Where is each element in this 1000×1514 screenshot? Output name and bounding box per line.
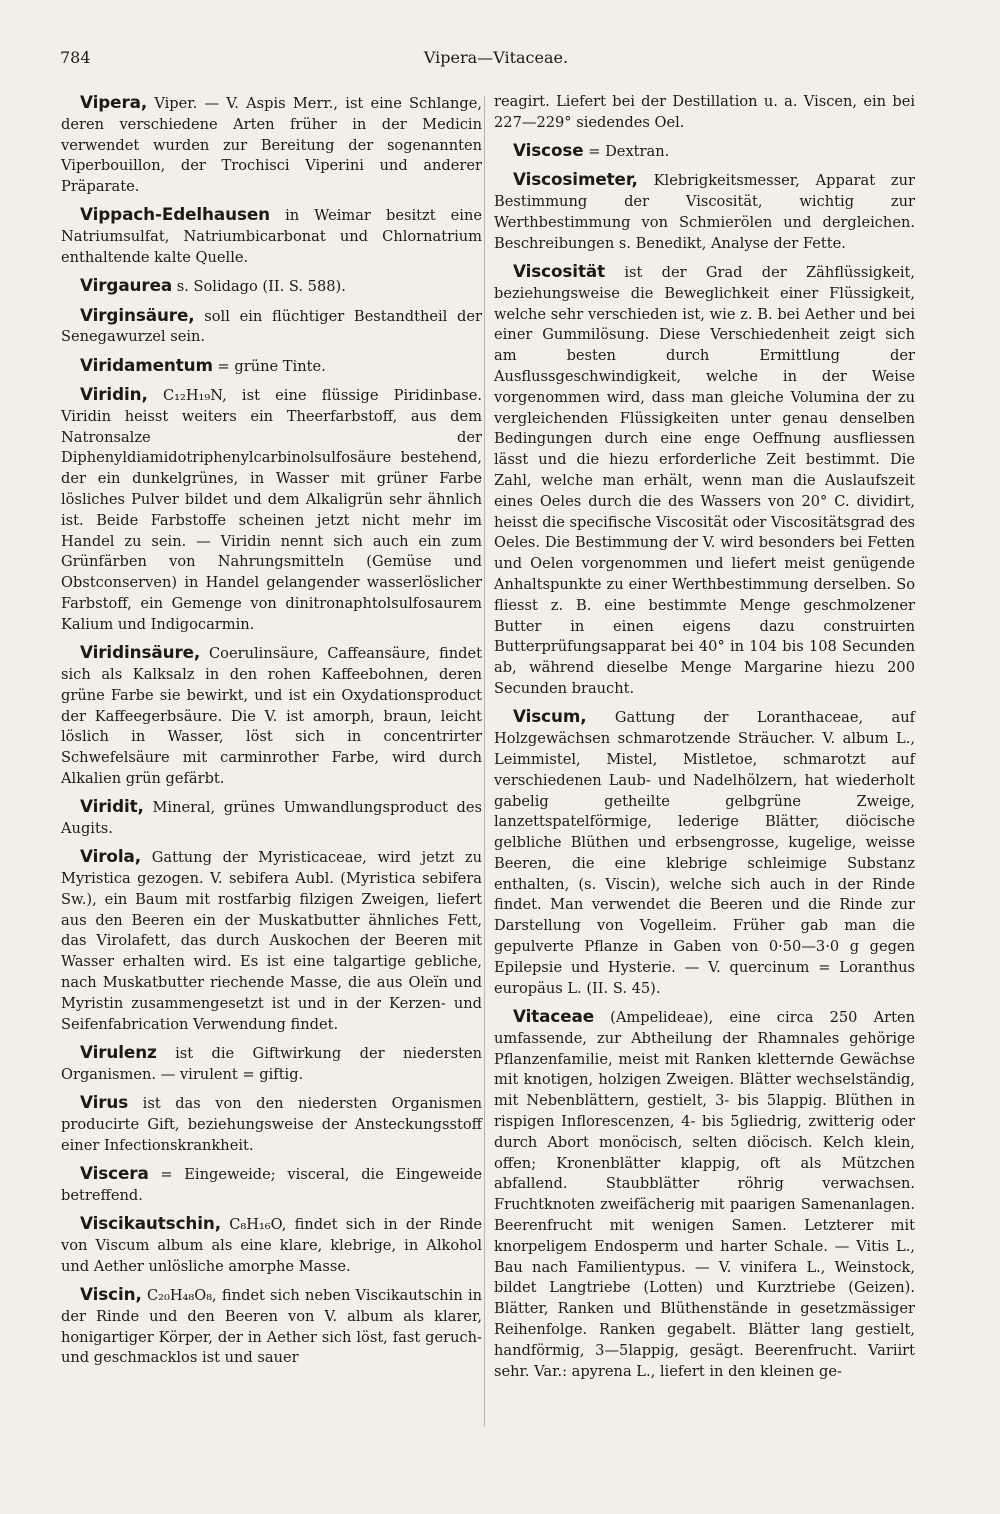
page-number: 784 [60, 48, 91, 67]
entry-virulenz: Virulenz ist die Giftwirkung der niedersten Organismen. — virulent = giftig. [61, 1041, 483, 1083]
column-divider [484, 96, 485, 1426]
right-column [494, 92, 915, 1389]
entry-viridit: Viridit, Mineral, grünes Umwandlungsproduct des Augits. [61, 796, 482, 837]
entry-vipera: Vipera, Viper. — V. Aspis Merr., ist eine Schlange, deren verschiedene Arten früher in der Medicin verwendet wurden zur Bereitung der sogenannten Viperbouillon, der Trochisci Viperini und anderer Präparate. [61, 92, 483, 196]
entry-viscikautschin: Viscikautschin, C₈H₁₆O, findet sich in der Rinde von Viscum album als eine klare, klebrige, in Alkohol und Aether unlösliche amorphe Masse. [61, 1213, 482, 1275]
entry-viscose: Viscose = Dextran. [513, 140, 670, 161]
entry-viscin-continued: reagirt. Liefert bei der Destillation u. a. Viscen, ein bei 227—229° siedendes Oel. [494, 93, 915, 131]
entry-viridamentum: Viridamentum = grüne Tinte. [80, 354, 326, 375]
entry-vippach-edelhausen: Vippach-Edelhausen in Weimar besitzt eine Natriumsulfat, Natriumbicarbonat und Chlornatrium enthaltende kalte Quelle. [61, 204, 482, 267]
entry-viscositaet: Viscosität ist der Grad der Zähflüssigkeit, beziehungsweise die Beweglichkeit einer Flüssigkeit, welche sehr verschieden ist, wie z. B. bei Aether und bei einer Gummilösung. Diese Verschiedenheit zeigt sich am besten durch Ermittlung der Ausflussgeschwindigkeit, welche in der Weise vorgenommen wird, dass man gleiche Volumina der zu vergleichenden Flüssigkeiten unter genau denselben Bedingungen durch eine enge Oeffnung ausfliessen lässt und die hiezu erforderliche Zeit bestimmt. Die Zahl, welche man erhält, wenn man die Auslaufszeit eines Oeles durch die des Wassers von 20° C. dividirt, heisst die specifische Viscosität oder Viscositätsgrad des Oeles. Die Bestimmung der V. wird besonders bei Fetten und Oelen vorgenommen und liefert meist genügende Anhaltspunkte zu einer Werthbestimmung derselben. So fliesst z. B. eine bestimmte Menge geschmolzener Butter in einen eigens dazu construirten Butterprüfungsapparat bei 40° in 104 bis 108 Secunden ab, während dieselbe Menge Margarine hiezu 200 Secunden braucht. [494, 261, 915, 698]
entry-viscosimeter: Viscosimeter, Klebrigkeitsmesser, Apparat zur Bestimmung der Viscosität, wichtig zur Werthbestimmung von Schmierölen und dergleichen. Beschreibungen s. Benedikt, Analyse der Fette. [494, 169, 915, 252]
left-column [61, 92, 482, 1376]
entry-viridinsaeure: Viridinsäure, Coerulinsäure, Caffeansäure, findet sich als Kalksalz in den rohen Kaffeebohnen, deren grüne Farbe sie bewirkt, und ist ein Oxydationsproduct der Kaffeegerbsäure. Die V. ist amorph, braun, leicht löslich in Wasser, löst sich in concentrirter Schwefelsäure mit carminrother Farbe, wird durch Alkalien grün gefärbt. [61, 642, 482, 787]
entry-virus: Virus ist das von den niedersten Organismen producirte Gift, beziehungsweise der Ansteckungsstoff einer Infectionskrankheit. [61, 1092, 483, 1154]
entry-virgaurea: Virgaurea s. Solidago (II. S. 588). [80, 275, 346, 296]
entry-virginsaeure: Virginsäure, soll ein flüchtiger Bestandtheil der Senegawurzel sein. [61, 304, 482, 346]
entry-viscin: Viscin, C₂₀H₄₈O₈, findet sich neben Viscikautschin in der Rinde und den Beeren von V. album als klarer, honigartiger Körper, der in Aether sich löst, fast geruch- und geschmacklos ist und sauer [61, 1283, 483, 1367]
entry-virola: Virola, Gattung der Myristicaceae, wird jetzt zu Myristica gezogen. V. sebifera Aubl. (Myristica sebifera Sw.), ein Baum mit rostfarbig filzigen Zweigen, liefert aus den Beeren ein der Muskatbutter ähnliches Fett, das Virolafett, das durch Auskochen der Beeren mit Wasser erhalten wird. Es ist eine talgartige gebliche, nach Muskatbutter riechende Masse, die aus Oleïn und Myristin zusammengesetzt ist und in der Kerzen- und Seifenfabrication Verwendung findet. [61, 846, 483, 1033]
entry-viscum: Viscum, Gattung der Loranthaceae, auf Holzgewächsen schmarotzende Sträucher. V. album L., Leimmistel, Mistel, Mistletoe, schmarotzt auf verschiedenen Laub- und Nadelhölzern, hat wiederholt gabelig getheilte gelbgrüne Zweige, lanzettspatelförmige, lederige Blätter, diöcische gelbliche Blüthen und erbsengrosse, kugelige, weisse Beeren, die eine klebrige schleimige Substanz enthalten, (s. Viscin), welche sich auch in der Rinde findet. Man verwendet die Beeren und die Rinde zur Darstellung von Vogelleim. Früher gab man die gepulverte Pflanze in Gaben von 0·50—3·0 g gegen Epilepsie und Hysterie. — V. quercinum = Loranthus europäus L. (II. S. 45). [494, 706, 916, 997]
entry-viscera: Viscera = Eingeweide; visceral, die Eingeweide betreffend. [61, 1162, 482, 1204]
entry-viridin: Viridin, C₁₂H₁₉N, ist eine flüssige Piridinbase. Viridin heisst weiters ein Theerfarbstoff, aus dem Natronsalze der Diphenyldiamidotriphenylcarbinolsulfosäure bestehend, der ein dunkelgrünes, in Wasser mit grüner Farbe lösliches Pulver bildet und dem Alkaligrün sehr ähnlich ist. Beide Farbstoffe scheinen jetzt nicht mehr im Handel zu sein. — Viridin nennt sich auch ein zum Grünfärben von Nahrungsmitteln (Gemüse und Obstconserven) in Handel gelangender wasserlöslicher Farbstoff, ein Gemenge von dinitronaphtolsulfosaurem Kalium und Indigocarmin. [61, 384, 482, 633]
entry-vitaceae: Vitaceae (Ampelideae), eine circa 250 Arten umfassende, zur Abtheilung der Rhamnales gehörige Pflanzenfamilie, meist mit Ranken kletternde Gewächse mit knotigen, holzigen Zweigen. Blätter wechselständig, mit Nebenblättern, gestielt, 3- bis 5lappig. Blüthen in rispigen Inflorescenzen, 4- bis 5gliedrig, zwitterig oder durch Abort monöcisch, selten diöcisch. Kelch klein, offen; Kronenblätter klappig, oft als Mützchen abfallend. Staubblätter röhrig verwachsen. Fruchtknoten zweifächerig mit paarigen Samenanlagen. Beerenfrucht mit wenigen Samen. Letzterer mit knorpeligem Endosperm und harter Schale. — Vitis L., Bau nach Familientypus. — V. vinifera L., Weinstock, bildet Langtriebe (Lotten) und Kurztriebe (Geizen). Blätter, Ranken und Blüthenstände in gesetzmässiger Reihenfolge. Ranken gegabelt. Blätter lang gestielt, handförmig, 3—5lappig, gesägt. Beerenfrucht. Variirt sehr. Var.: apyrena L., liefert in den kleinen ge- [494, 1005, 916, 1380]
running-title: Vipera—Vitaceae. [423, 48, 569, 67]
